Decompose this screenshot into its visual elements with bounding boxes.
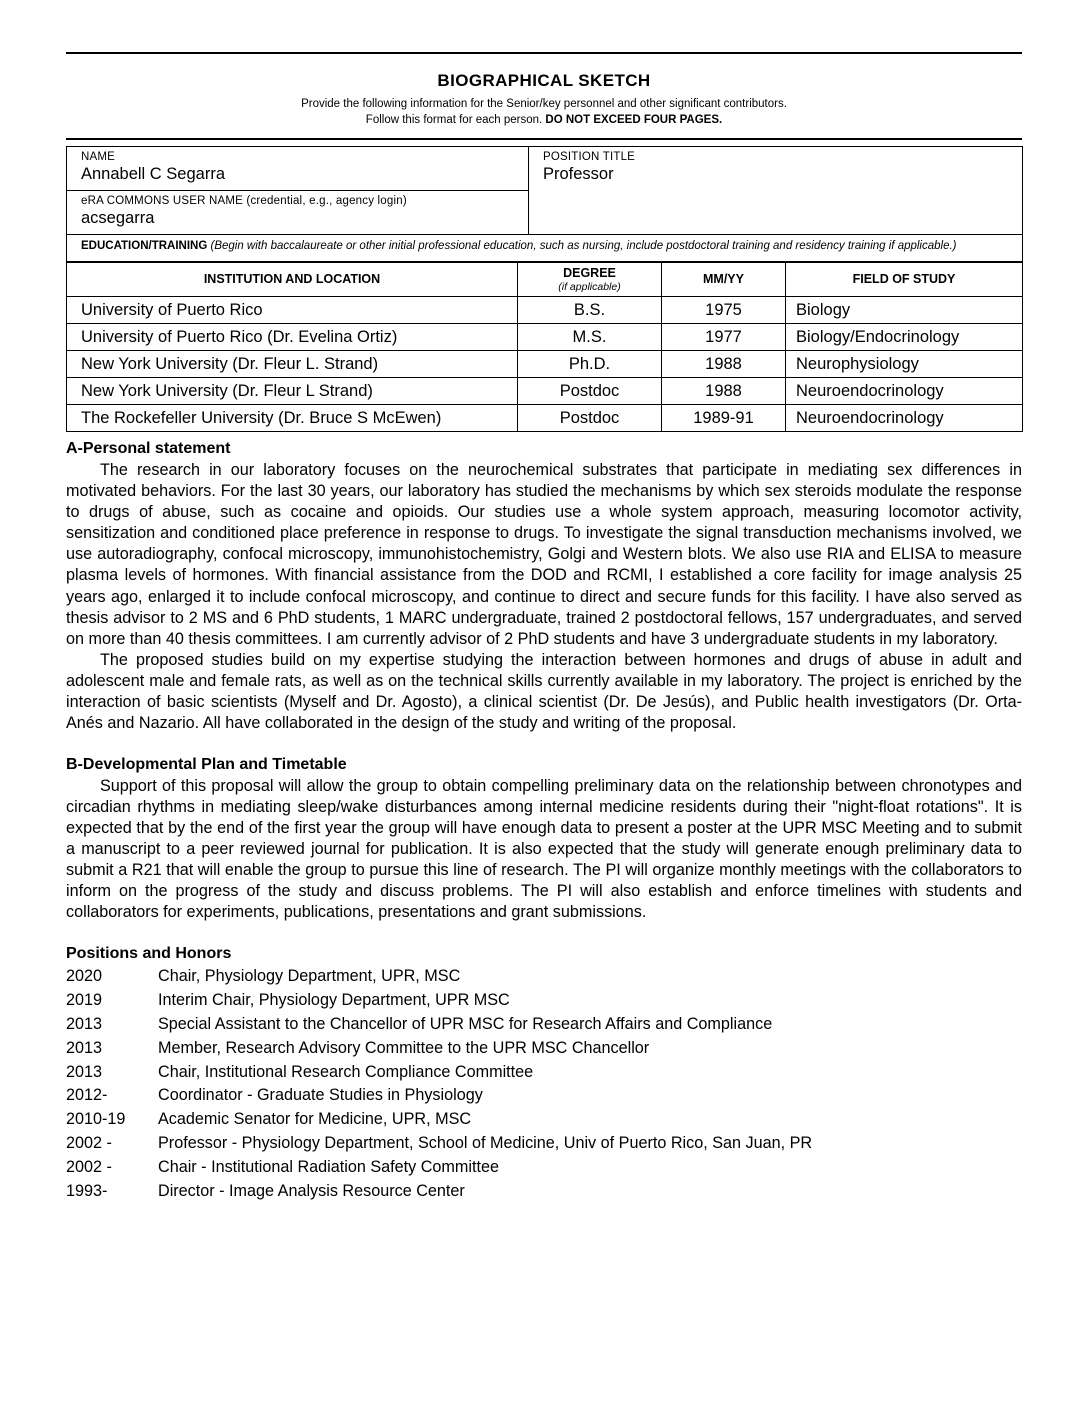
list-item bbox=[66, 1037, 1022, 1061]
position-cell bbox=[529, 147, 1023, 235]
position-year: 2019 bbox=[66, 991, 103, 1010]
position-year: 2013 bbox=[66, 1038, 103, 1057]
position-text: Member, Research Advisory Committee to the UPR MSC Chancellor bbox=[158, 1038, 650, 1057]
col-degree-label: DEGREE bbox=[563, 265, 616, 280]
personal-statement-paragraph-2: The proposed studies build on my expertise studying the interaction between hormones and drugs of abuse in adult and adolescent male and female rats, as well as on the technical skills currently available in my laboratory. The project is enriched by the interaction of basic scientists (Myself and Dr. Agosto), a clinical scientist (Dr. De Jesús), and Public health investigators (Dr. Orta-Anés and Nazario. All have collaborated in the design of the study and writing of the proposal. bbox=[66, 650, 1022, 732]
position-year: 1993- bbox=[66, 1181, 108, 1200]
list-item bbox=[66, 965, 1022, 989]
developmental-plan-paragraph-1: Support of this proposal will allow the group to obtain compelling preliminary data on the relationship between chronotypes and circadian rhythms in mediating sleep/wake disturbances among internal medicine residents during their "night-float rotations". It is expected that by the end of the first year the group will have enough data to present a poster at the UPR MSC Meeting and to submit a manuscript to a peer reviewed journal for publication. It is also expected that the study will generate enough preliminary data to submit a R21 that will enable the group to pursue this line of research. The PI will organize monthly meetings with the collaborators to inform on the progress of the study and discuss problems. The PI will also establish and enforce timelines with students and collaborators for experiments, publications, presentations and grant submissions. bbox=[66, 776, 1022, 922]
position-label: POSITION TITLE bbox=[543, 151, 636, 164]
field-cell: Neuroendocrinology bbox=[786, 405, 1023, 432]
position-text: Interim Chair, Physiology Department, UPR MSC bbox=[158, 991, 510, 1010]
table-row bbox=[67, 297, 1023, 324]
degree-cell: Ph.D. bbox=[518, 351, 662, 378]
era-commons-label: eRA COMMONS USER NAME (credential, e.g., agency login) bbox=[81, 195, 407, 208]
degree-cell: B.S. bbox=[518, 297, 662, 324]
date-cell: 1977 bbox=[662, 324, 786, 351]
degree-cell: Postdoc bbox=[518, 378, 662, 405]
header-rule bbox=[66, 138, 1022, 140]
field-cell: Biology/Endocrinology bbox=[786, 324, 1023, 351]
position-text: Academic Senator for Medicine, UPR, MSC bbox=[158, 1110, 472, 1129]
date-cell: 1988 bbox=[662, 378, 786, 405]
position-text: Chair - Institutional Radiation Safety Committee bbox=[158, 1157, 499, 1176]
degree-cell: Postdoc bbox=[518, 405, 662, 432]
education-table bbox=[66, 262, 1023, 433]
education-note-bold: EDUCATION/TRAINING bbox=[81, 240, 208, 253]
name-value: Annabell C Segarra bbox=[81, 165, 226, 184]
position-text: Director - Image Analysis Resource Center bbox=[158, 1181, 465, 1200]
field-cell: Neuroendocrinology bbox=[786, 378, 1023, 405]
position-year: 2020 bbox=[66, 967, 103, 986]
personal-info-table bbox=[66, 146, 1023, 262]
col-date: MM/YY bbox=[662, 262, 786, 297]
position-text: Professor - Physiology Department, School of Medicine, Univ of Puerto Rico, San Juan, PR bbox=[158, 1134, 813, 1153]
col-degree bbox=[518, 262, 662, 297]
education-note-cell bbox=[67, 235, 1023, 262]
list-item bbox=[66, 1132, 1022, 1156]
era-commons-value: acsegarra bbox=[81, 209, 155, 228]
document-content bbox=[66, 52, 1022, 1204]
subtitle-line-2a: Follow this format for each person. bbox=[365, 113, 543, 126]
col-field: FIELD OF STUDY bbox=[786, 262, 1023, 297]
position-year: 2013 bbox=[66, 1062, 103, 1081]
date-cell: 1988 bbox=[662, 351, 786, 378]
position-text: Chair, Institutional Research Compliance Committee bbox=[158, 1062, 534, 1081]
field-cell: Neurophysiology bbox=[786, 351, 1023, 378]
position-text: Chair, Physiology Department, UPR, MSC bbox=[158, 967, 461, 986]
section-heading-positions-and-honors: Positions and Honors bbox=[66, 945, 232, 963]
table-row bbox=[67, 324, 1023, 351]
institution-cell: University of Puerto Rico (Dr. Evelina Ortiz) bbox=[67, 324, 518, 351]
position-year: 2012- bbox=[66, 1086, 108, 1105]
degree-cell: M.S. bbox=[518, 324, 662, 351]
spacer bbox=[66, 734, 1022, 748]
institution-cell: University of Puerto Rico bbox=[67, 297, 518, 324]
list-item bbox=[66, 1180, 1022, 1204]
spacer bbox=[66, 923, 1022, 937]
name-cell bbox=[67, 147, 529, 191]
name-label: NAME bbox=[81, 151, 116, 164]
table-row bbox=[67, 147, 1023, 191]
list-item bbox=[66, 1013, 1022, 1037]
table-row bbox=[67, 378, 1023, 405]
position-text: Coordinator - Graduate Studies in Physiology bbox=[158, 1086, 483, 1105]
field-cell: Biology bbox=[786, 297, 1023, 324]
institution-cell: New York University (Dr. Fleur L. Strand) bbox=[67, 351, 518, 378]
institution-cell: The Rockefeller University (Dr. Bruce S McEwen) bbox=[67, 405, 518, 432]
list-item bbox=[66, 1061, 1022, 1085]
col-institution: INSTITUTION AND LOCATION bbox=[67, 262, 518, 297]
subtitle-line-2b: DO NOT EXCEED FOUR PAGES. bbox=[545, 113, 723, 126]
personal-statement-paragraph-1: The research in our laboratory focuses on the neurochemical substrates that participate in mediating sex differences in motivated behaviors. For the last 30 years, our laboratory has studied the mechanisms by which sex steroids modulate the response to drugs of abuse, such as cocaine and opioids. Our studies use a whole system approach, measuring locomotor activity, sensitization and conditioned place preference in response to drugs. To investigate the signal transduction mechanisms involved, we use autoradiography, confocal microscopy, immunohistochemistry, Golgi and Western blots. We also use RIA and ELISA to measure plasma levels of hormones. With financial assistance from the DOD and RCMI, I established a core facility for image analysis 25 years ago, enlarged it to include confocal microscopy, and continue to direct and secure funds for this facility. I have also served as thesis advisor to 2 MS and 6 PhD students, 1 MARC undergraduate, trained 2 postdoctoral fellows, 157 undergraduates, and served on more than 40 thesis committees. I am currently advisor of 2 PhD students and have 3 undergraduate students in my laboratory. bbox=[66, 461, 1022, 648]
position-year: 2010-19 bbox=[66, 1110, 126, 1129]
page-title: BIOGRAPHICAL SKETCH bbox=[437, 71, 651, 90]
top-rule bbox=[66, 52, 1022, 54]
position-year: 2002 - bbox=[66, 1157, 112, 1176]
position-value: Professor bbox=[543, 165, 614, 184]
section-heading-personal-statement: A-Personal statement bbox=[66, 440, 231, 458]
position-year: 2002 - bbox=[66, 1134, 112, 1153]
col-degree-sublabel: (if applicable) bbox=[558, 280, 621, 293]
era-commons-cell bbox=[67, 191, 529, 235]
page-subtitle bbox=[66, 97, 1022, 128]
positions-list bbox=[66, 965, 1022, 1203]
education-table-header-row bbox=[67, 262, 1023, 297]
list-item bbox=[66, 1084, 1022, 1108]
institution-cell: New York University (Dr. Fleur L Strand) bbox=[67, 378, 518, 405]
section-heading-developmental-plan: B-Developmental Plan and Timetable bbox=[66, 755, 347, 773]
education-note-italic: (Begin with baccalaureate or other initial professional education, such as nursing, include postdoctoral training and residency training if applicable.) bbox=[210, 240, 957, 253]
date-cell: 1975 bbox=[662, 297, 786, 324]
list-item bbox=[66, 1156, 1022, 1180]
position-text: Special Assistant to the Chancellor of UPR MSC for Research Affairs and Compliance bbox=[158, 1015, 773, 1034]
table-row bbox=[67, 405, 1023, 432]
table-row bbox=[67, 351, 1023, 378]
list-item bbox=[66, 989, 1022, 1013]
table-row bbox=[67, 235, 1023, 262]
position-year: 2013 bbox=[66, 1015, 103, 1034]
subtitle-line-1: Provide the following information for the Senior/key personnel and other significant contributors. bbox=[301, 98, 787, 110]
list-item bbox=[66, 1108, 1022, 1132]
date-cell: 1989-91 bbox=[662, 405, 786, 432]
